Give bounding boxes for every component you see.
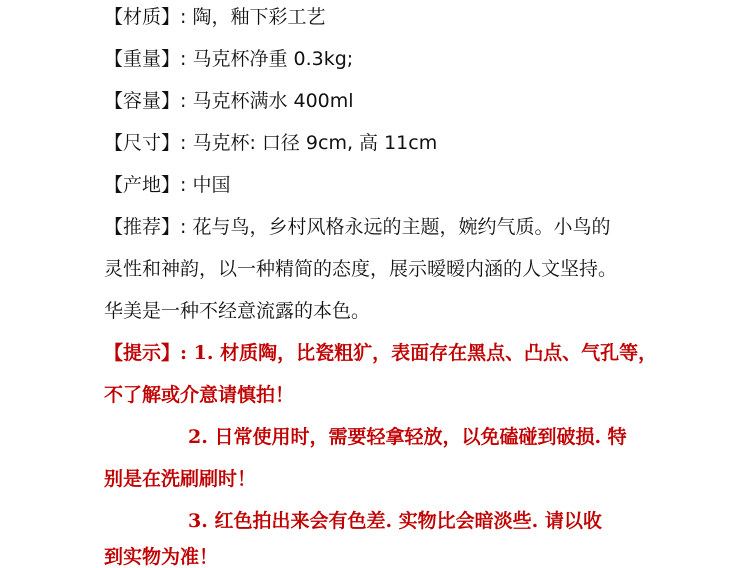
notice-line-2: 不了解或介意请慎拍！: [104, 384, 295, 406]
capacity-line: 【容量】: 马克杯满水 400ml: [104, 90, 354, 112]
material-line: 【材质】: 陶，釉下彩工艺: [104, 6, 326, 28]
notice-line-4: 别是在洗刷刷时！: [104, 468, 257, 490]
origin-line: 【产地】: 中国: [104, 174, 231, 196]
recommend-line-3: 华美是一种不经意流露的本色。: [104, 300, 371, 322]
notice-line-3: 2. 日常使用时，需要轻拿轻放，以免磕碰到破损. 特: [188, 426, 627, 448]
weight-line: 【重量】: 马克杯净重 0.3kg;: [104, 48, 354, 70]
notice-line-5: 3. 红色拍出来会有色差. 实物比会暗淡些. 请以收: [188, 510, 602, 532]
recommend-line-1: 【推荐】: 花与鸟，乡村风格永远的主题，婉约气质。小鸟的: [104, 216, 611, 238]
size-line: 【尺寸】: 马克杯: 口径 9cm, 高 11cm: [104, 132, 438, 154]
recommend-line-2: 灵性和神韵，以一种精简的态度，展示暧暧内涵的人文坚持。: [104, 258, 618, 280]
notice-line-6: 到实物为准！: [104, 546, 219, 568]
notice-line-1: 【提示】: 1. 材质陶，比瓷粗犷，表面存在黑点、凸点、气孔等，: [104, 342, 658, 364]
